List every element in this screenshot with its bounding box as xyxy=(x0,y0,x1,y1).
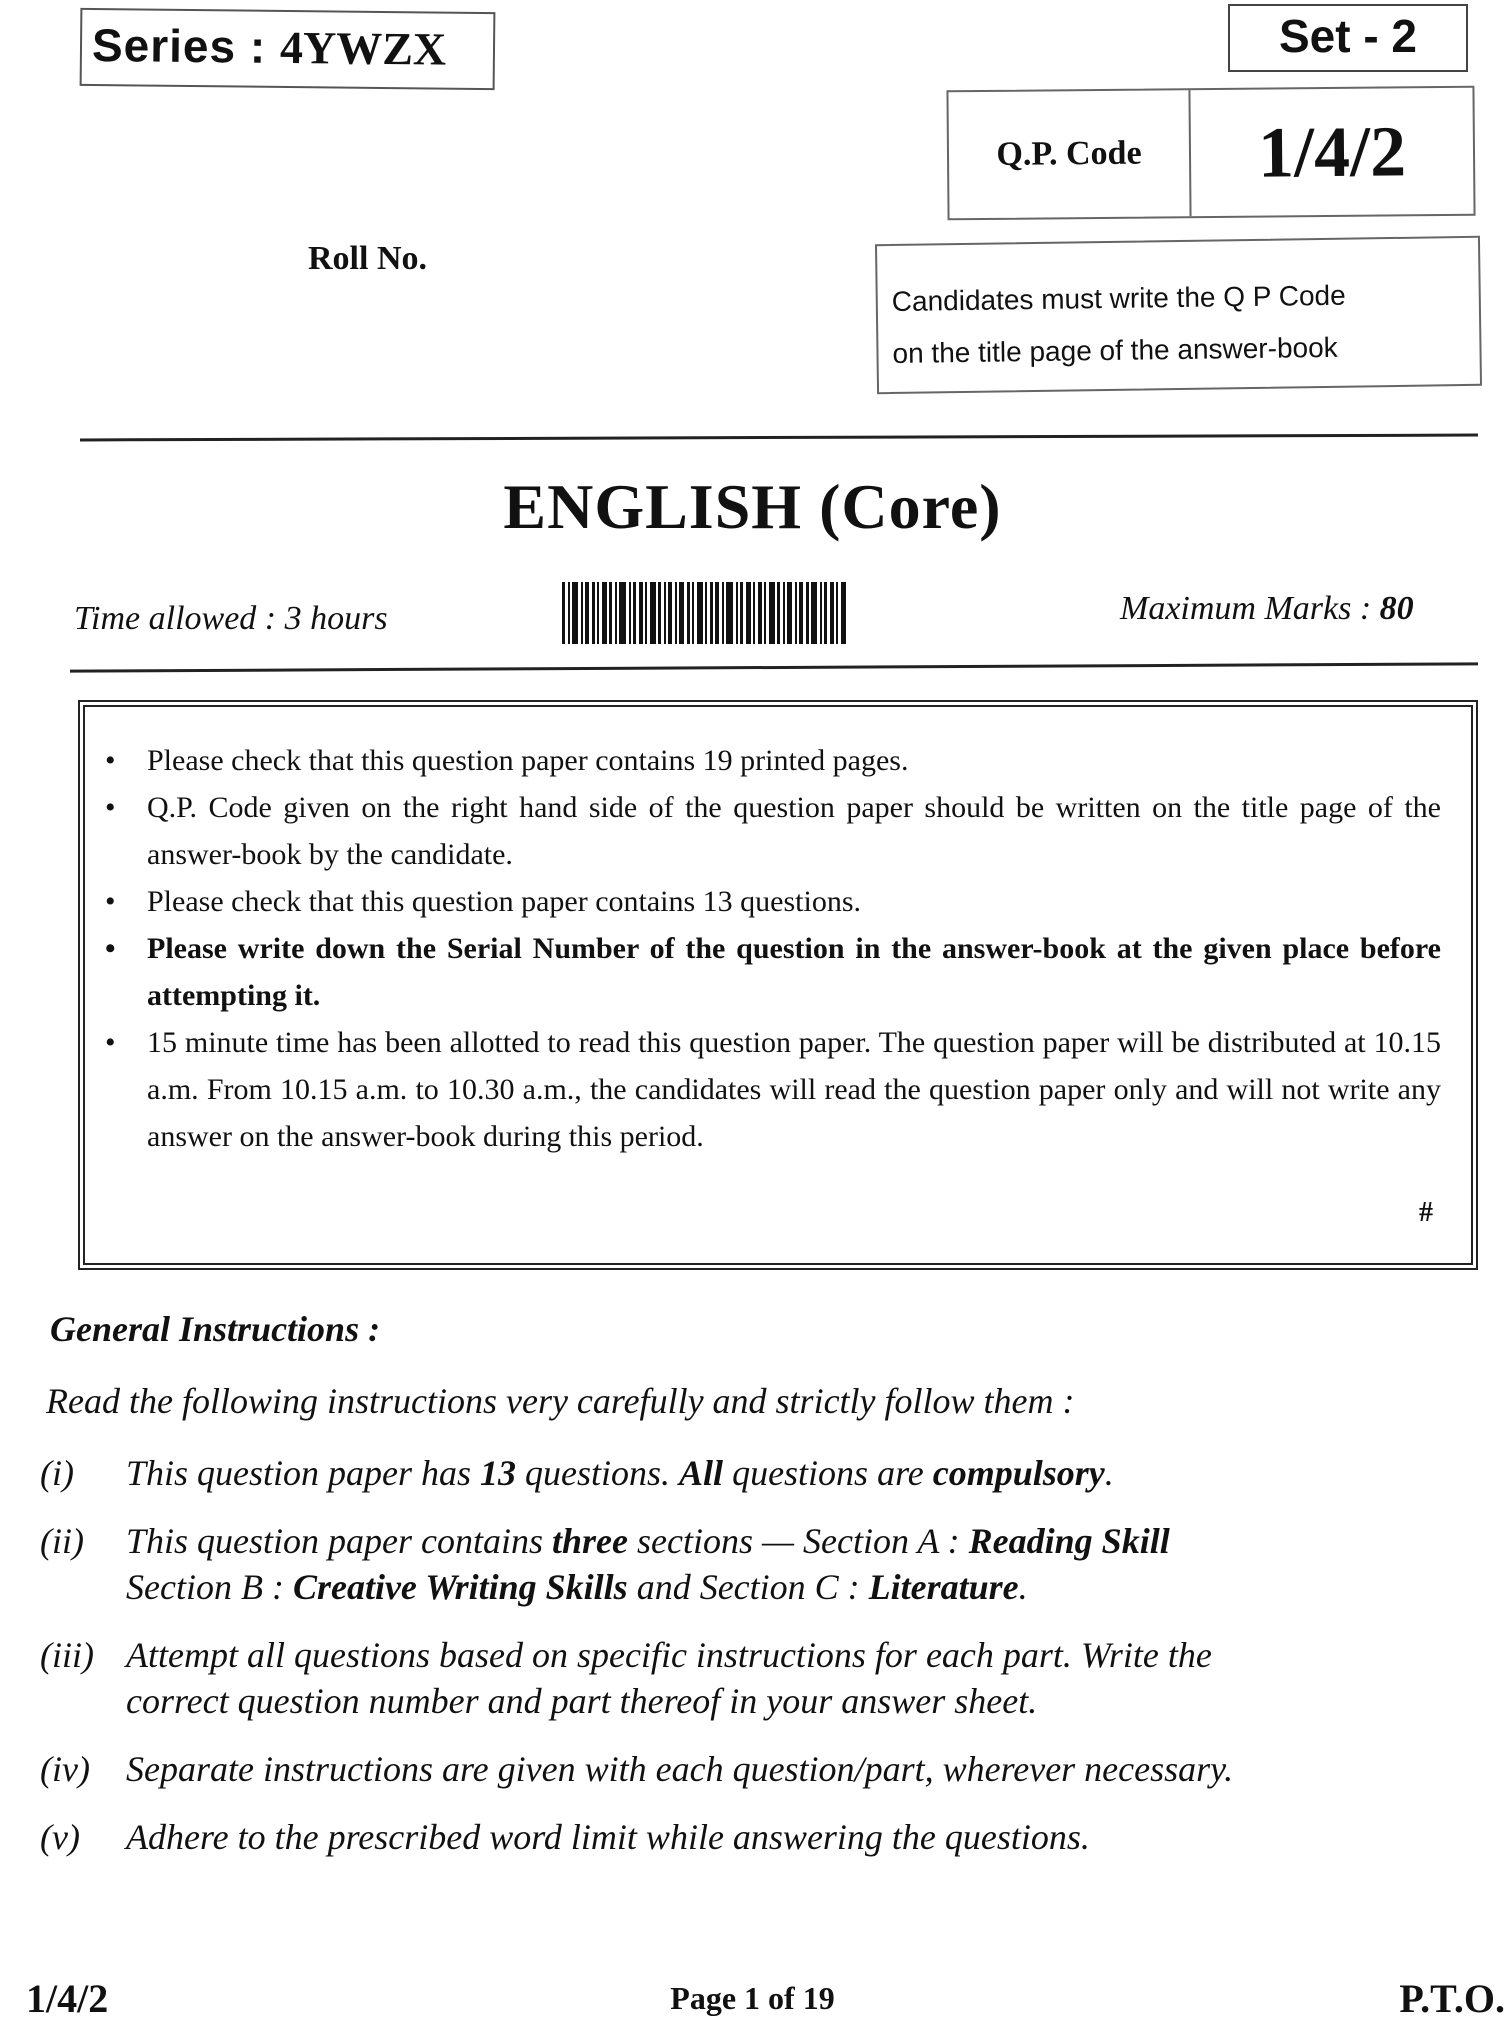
maximum-marks xyxy=(1120,590,1414,628)
divider-top xyxy=(80,434,1478,442)
general-instructions-title: General Instructions : xyxy=(50,1309,381,1349)
instruction-item xyxy=(0,1518,1505,1610)
series-value: 4YWZX xyxy=(279,21,447,75)
notice-item: • Q.P. Code given on the right hand side of the question paper should be written on the title page of the answer-book by the candidate. xyxy=(147,784,1441,878)
instruction-item xyxy=(0,1814,1505,1860)
subject-title: ENGLISH (Core) xyxy=(503,471,1002,542)
max-marks-value: 80 xyxy=(1379,590,1414,627)
footer-qp-code: 1/4/2 xyxy=(26,1976,109,2021)
notice-item: • Please check that this question paper contains 13 questions. xyxy=(147,878,1441,925)
footer-pto: P.T.O. xyxy=(1399,1976,1505,2021)
candidate-notice-line1: Candidates must write the Q P Code xyxy=(891,279,1346,318)
barcode-icon xyxy=(562,582,974,644)
instruction-text: This question paper has 13 questions. All questions are compulsory. xyxy=(126,1453,1114,1493)
notice-item: • 15 minute time has been allotted to read this question paper. The question paper will be distributed at 10.15 a.m. From 10.15 a.m. to 10.30 a.m., the candidates will read the question paper only and will not write any answer on the answer-book during this period. xyxy=(147,1019,1441,1160)
general-instructions-list xyxy=(0,1450,1505,1882)
instruction-text: Adhere to the prescribed word limit while answering the questions. xyxy=(126,1817,1090,1857)
set-box: Set - 2 xyxy=(1228,4,1468,72)
candidate-notice-line2: on the title page of the answer-book xyxy=(892,331,1338,369)
series-box xyxy=(80,8,496,90)
end-mark: # xyxy=(1419,1197,1433,1228)
qp-code-label: Q.P. Code xyxy=(948,90,1191,218)
instruction-item xyxy=(0,1746,1505,1792)
instruction-text: Separate instructions are given with each question/part, wherever necessary. xyxy=(126,1749,1234,1789)
candidate-notice-box xyxy=(875,236,1482,394)
notice-list xyxy=(147,737,1441,1160)
notice-item: • Please write down the Serial Number of the question in the answer-book at the given place before attempting it. xyxy=(147,925,1441,1019)
instruction-number: (iii) xyxy=(40,1635,94,1675)
qp-code-box xyxy=(946,86,1475,221)
roll-no-label: Roll No. xyxy=(308,240,427,277)
instruction-number: (ii) xyxy=(40,1521,84,1561)
instruction-text-cont: Section B : Creative Writing Skills and Section C : Literature. xyxy=(126,1567,1028,1607)
instruction-number: (v) xyxy=(40,1817,80,1857)
instruction-item xyxy=(0,1632,1505,1724)
instruction-text: Attempt all questions based on specific instructions for each part. Write the xyxy=(126,1635,1212,1675)
instruction-number: (iv) xyxy=(40,1749,90,1789)
time-allowed: Time allowed : 3 hours xyxy=(74,600,388,637)
instruction-number: (i) xyxy=(40,1453,74,1493)
instruction-item xyxy=(0,1450,1505,1496)
instruction-text: This question paper contains three sections — Section A : Reading Skill xyxy=(126,1521,1170,1561)
series-label: Series : xyxy=(91,18,281,73)
footer-page-number: Page 1 of 19 xyxy=(670,1980,835,2016)
notice-box xyxy=(78,700,1478,1270)
general-instructions-intro: Read the following instructions very carefully and strictly follow them : xyxy=(46,1381,1075,1421)
qp-code-value: 1/4/2 xyxy=(1257,110,1407,193)
notice-item: • Please check that this question paper contains 19 printed pages. xyxy=(147,737,1441,784)
instruction-text-cont: correct question number and part thereof in your answer sheet. xyxy=(126,1681,1038,1721)
max-marks-label: Maximum Marks : xyxy=(1120,590,1380,627)
divider-bottom xyxy=(70,662,1478,672)
